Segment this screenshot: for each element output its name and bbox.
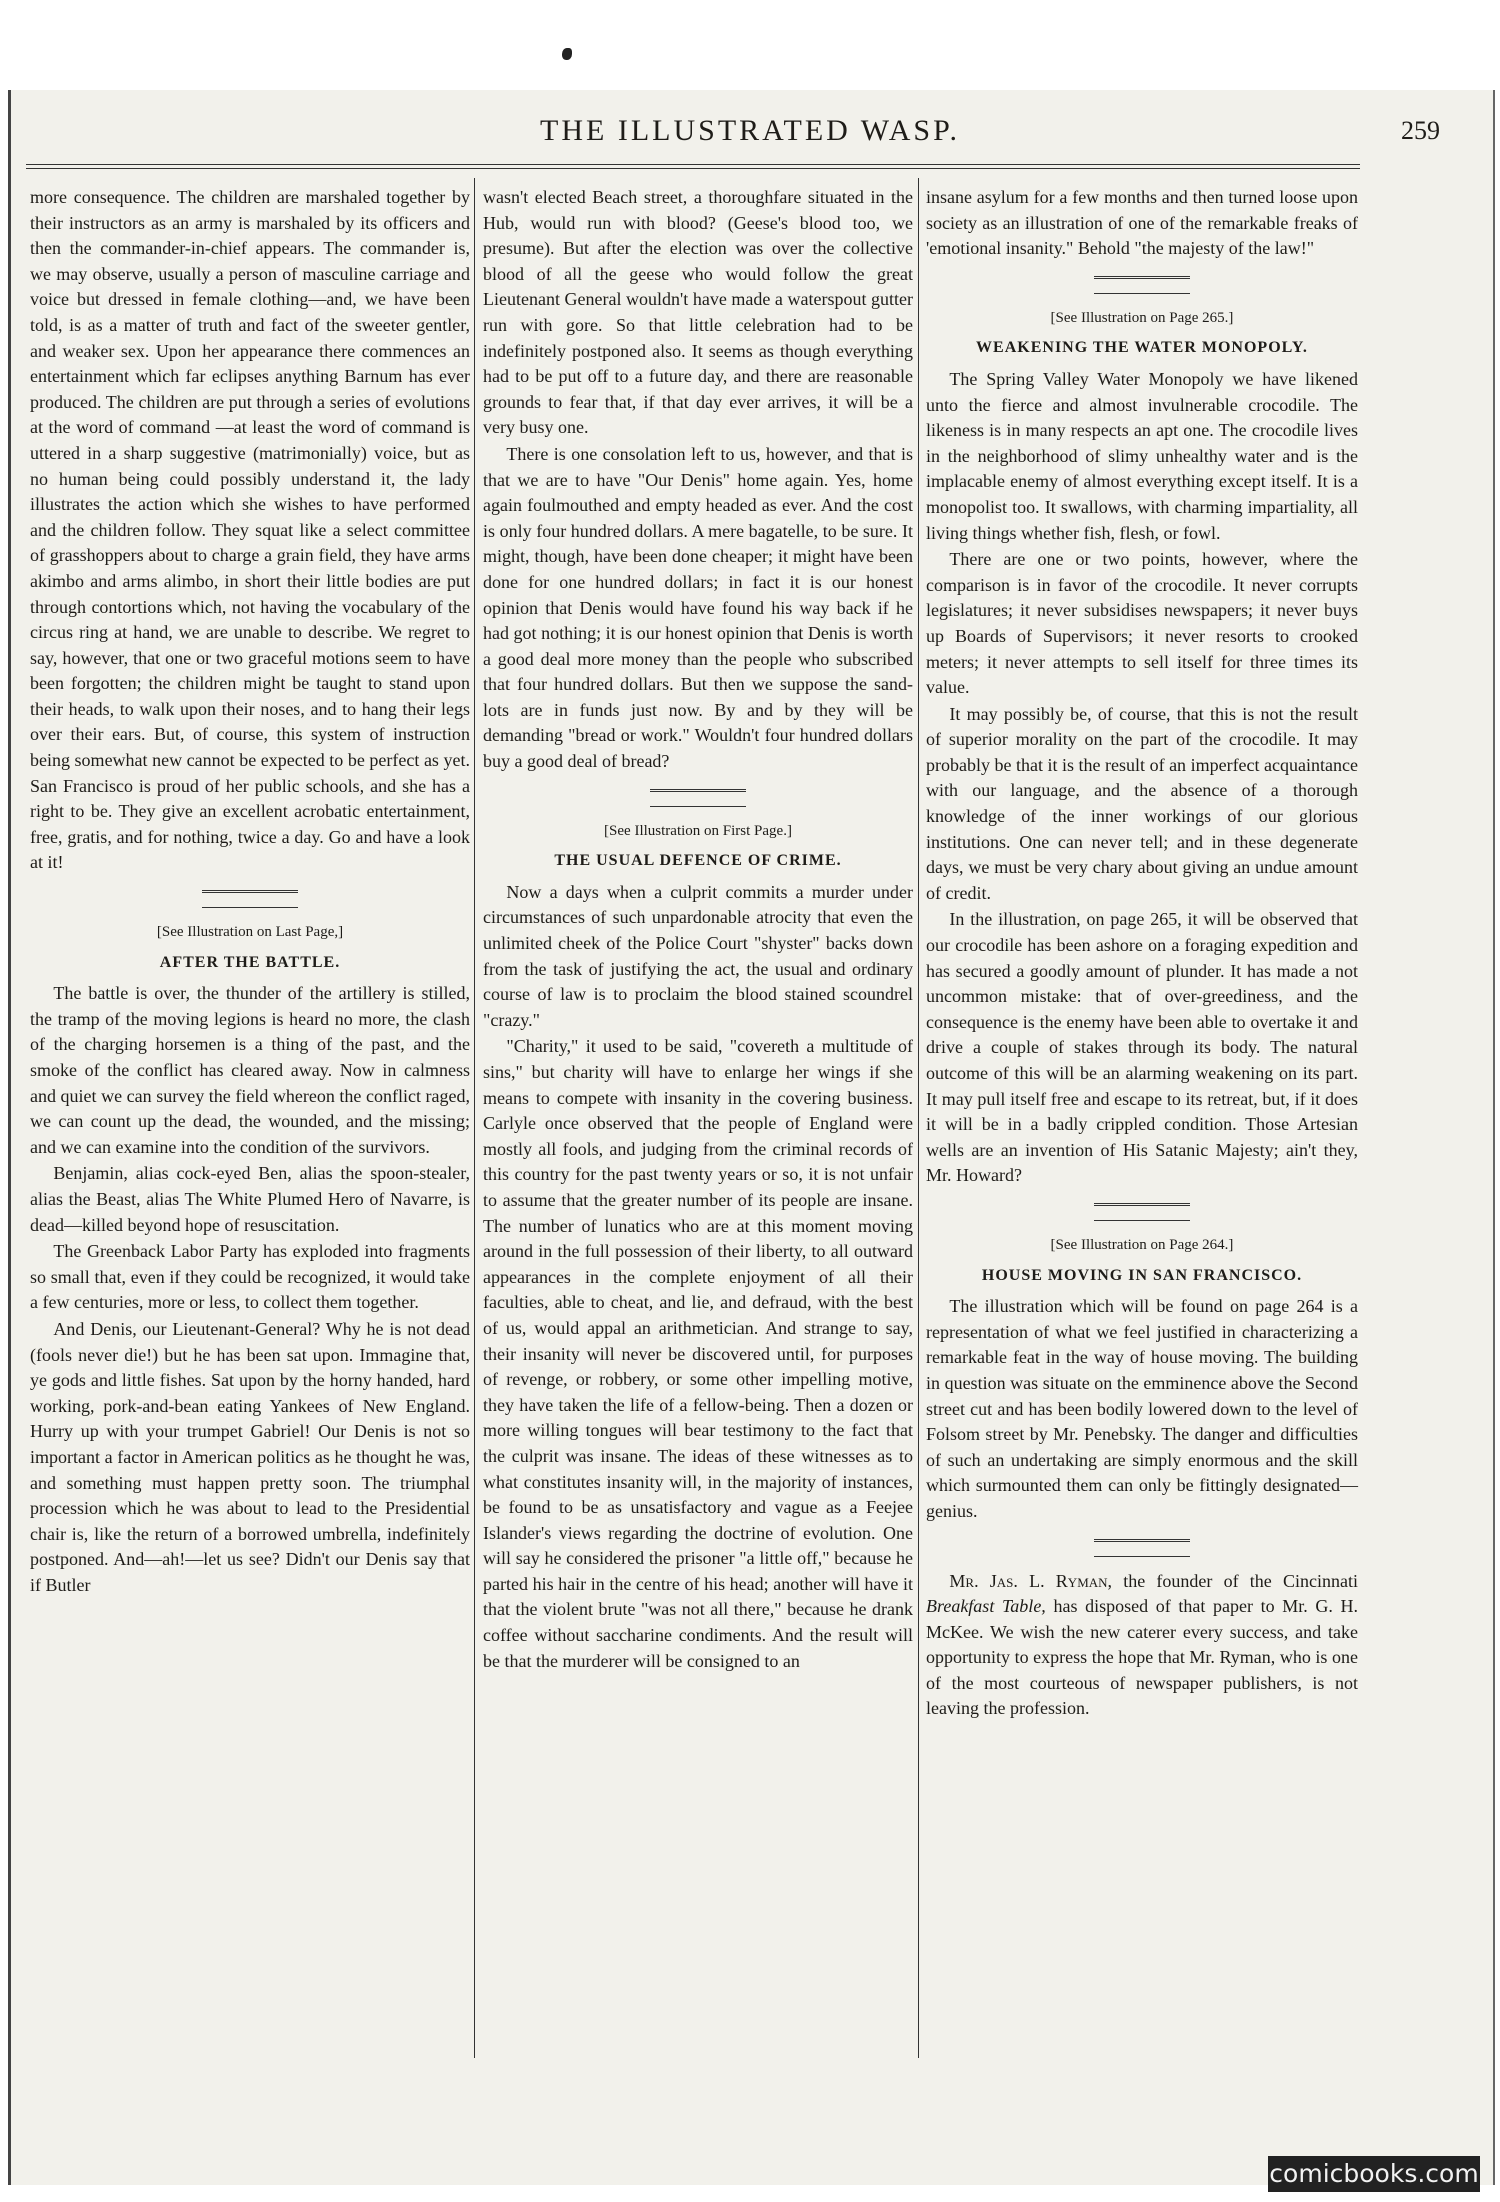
article-heading: HOUSE MOVING IN SAN FRANCISCO. [981,1266,1303,1284]
paragraph: insane asylum for a few months and then turned loose upon society as an illustration of one of the remarkable freaks of 'emotional insanity." Behold "the majesty of the law!" [926,187,1358,259]
section-separator [1094,1203,1190,1221]
article-heading: AFTER THE BATTLE. [159,953,341,971]
paragraph: The Greenback Labor Party has exploded into fragments so small that, even if they could be recognized, it would take a few centuries, more or less, to collect them together. [30,1241,470,1313]
paragraph: There is one consolation left to us, however, and that is that we are to have "Our Denis" home again. Yes, home again foulmouthed and empty headed as ever. And the cost is only four hundred dollars. A mere bagatelle, to be sure. It might, though, have been done cheaper; it might have been done for one hundred dollars; in fact it is our honest opinion that Denis would have found his way back if he had got nothing; it is our honest opinion that Denis is worth a good deal more money than the people who subscribed that four hundred dollars. But then we suppose the sand-lots are in funds just now. By and by they will be demanding "bread or work." Wouldn't four hundred dollars buy a good deal of bread? [483,443,913,772]
paragraph: The Spring Valley Water Monopoly we have likened unto the fierce and almost invulnerable crocodile. The likeness is in many respects an apt one. The crocodile lives in the neighborhood of slimy unhealthy water and is the implacable enemy of almost everything except itself. It is a monopolist too. It swallows, with charming impartiality, all living things whether fish, flesh, or fowl. [926,368,1358,543]
text-span: has disposed of that paper to Mr. G. H. McKee. We wish the new caterer every success, and take opportunity to express the hope that Mr. Ryman, who is one of the most courteous of newspaper publishers, is not leaving the profession. [926,1596,1358,1719]
column-2 [483,185,913,1675]
paragraph: Now a days when a culprit commits a murder under circumstances of such unpardonable atrocity that even the unlimited cheek of the Police Court "shyster" backs down from the task of justifying the act, the usual and ordinary course of law is to proclaim the blood stained scoundrel "crazy." [483,881,913,1030]
section-separator [1094,1539,1190,1557]
publication-name: Breakfast Table, [926,1596,1046,1617]
section-separator [1094,276,1190,294]
paragraph: Benjamin, alias cock-eyed Ben, alias the spoon-stealer, alias the Beast, alias The White Plumed Hero of Navarre, is dead—killed beyond hope of resuscitation. [30,1163,470,1235]
article-heading: WEAKENING THE WATER MONOPOLY. [976,339,1308,357]
illustration-note: [See Illustration on Page 264.] [1050,1236,1234,1253]
paragraph: more consequence. The children are marshaled together by their instructors as an army is marshaled by its officers and then the commander-in-chief appears. The commander is, we may observe, usually a person of masculine carriage and voice but dressed in female clothing—and, we have been told, is as a matter of truth and fact of the sweeter gentler, and weaker sex. Upon her appearance there commences an entertainment which far eclipses anything Barnum has ever produced. The children are put through a series of evolutions at the word of command —at least the word of command is uttered in a sharp suggestive (matrimonially) voice, but as no human being could possibly understand it, the lady illustrates the action which she wishes to have performed and the children follow. They squat like a select committee of grasshoppers about to charge a grain field, they have arms akimbo and arms alimbo, in short their little bodies are put through contortions which, not having the vocabulary of the circus ring at hand, we are unable to describe. We regret to say, however, that one or two graceful motions seem to have been forgotten; the children might be taught to stand upon their heads, to walk upon their noses, and to hang their legs over their ears. But, of course, this system of instruction being somewhat new cannot be expected to be perfect as yet. San Francisco is proud of her public schools, and she has a right to be. They give an excellent acrobatic entertainment, free, gratis, and for nothing, twice a day. Go and have a look at it! [30,187,470,873]
paragraph: The battle is over, the thunder of the artillery is stilled, the tramp of the moving legions is heard no more, the clash of the charging horsemen is a thing of the past, and the smoke of the conflict has cleared away. Now in calmness and quiet we can survey the field whereon the conflict raged, we can count up the dead, the wounded, and the missing; and we can examine into the condition of the survivors. [30,983,470,1157]
paragraph: wasn't elected Beach street, a thoroughfare situated in the Hub, would run with blood? (Geese's blood too, we presume). But after the election was over the collective blood of all the geese who would follow the great Lieutenant General wouldn't have made a waterspout gutter run with gore. So that little celebration had to be indefinitely postponed also. It seems as though everything had to be put off to a future day, and there are reasonable grounds to fear that, if that day ever arrives, it will be a very busy one. [483,187,913,438]
section-separator [202,890,298,908]
header-rule-2 [26,168,1360,169]
illustration-note: [See Illustration on Page 265.] [1050,309,1234,326]
running-header [0,112,1500,154]
paragraph: The illustration which will be found on page 264 is a representation of what we feel justified in characterizing a remarkable feat in the way of house moving. The building in question was situate on the emminence above the Second street cut and has been bodily lowered down to the level of Folsom street by Mr. Penebsky. The danger and difficulties of such an undertaking are simply enormous and the skill which surmounted them can only be fittingly designated—genius. [926,1296,1358,1521]
paragraph: In the illustration, on page 265, it will be observed that our crocodile has been ashore on a foraging expedition and has secured a goodly amount of plunder. It has made a not uncommon mistake: that of over-greediness, and the consequence is the enemy have been able to overtake it and drive a couple of stakes through its body. The natural outcome of this will be an alarming weakening on its part. It may pull itself free and escape to its retreat, but, if it does it will be in a badly crippled condition. Those Artesian wells are an invention of His Satanic Majesty; ain't they, Mr. Howard? [926,909,1358,1186]
column-divider-2 [918,178,919,2058]
paragraph [926,1569,1358,1723]
ink-blot [562,48,572,60]
column-3 [926,185,1358,1723]
article-heading: THE USUAL DEFENCE OF CRIME. [554,852,842,870]
paragraph: And Denis, our Lieutenant-General? Why he is not dead (fools never die!) but he has been sat upon. Immagine that, ye gods and little fishes. Sat upon by the horny handed, hard working, pork-and-bean eating Yankees of New England. Hurry up with your trumpet Gabriel! Our Denis is not so important a factor in American politics as he thought he was, and something must happen pretty soon. The triumphal procession which he was about to lead to the Presidential chair is, like the return of a borrowed umbrella, indefinitely postponed. And—ah!—let us see? Didn't our Denis say that if Butler [30,1318,470,1595]
person-name: Mr. Jas. L. Ryman, [949,1570,1113,1591]
page-number: 259 [1401,116,1440,145]
illustration-note: [See Illustration on Last Page,] [156,924,344,941]
newspaper-title: THE ILLUSTRATED WASP. [540,114,960,147]
header-rule [26,164,1360,165]
paragraph: There are one or two points, however, where the comparison is in favor of the crocodile. It never corrupts legislatures; it never subsidises newspapers; it never buys up Boards of Supervisors; it never resorts to crooked meters; it never attempts to sell itself for three times its value. [926,549,1358,698]
paragraph: It may possibly be, of course, that this is not the result of superior morality on the part of the crocodile. It may probably be that it is the result of an imperfect acquaintance with our language, and the absence of a thorough knowledge of the inner workings of our glorious institutions. One can never tell; and in these degenerate days, we must be very chary about giving an undue amount of credit. [926,703,1358,903]
paragraph: "Charity," it used to be said, "covereth a multitude of sins," but charity will have to enlarge her wings if she means to compete with insanity in the covering business. Carlyle once observed that the people of England were mostly all fools, and judging from the criminal records of this country for the past twenty years or so, it is not unfair to assume that the greater number of its people are insane. The number of lunatics who are at this moment moving around in the full possession of their liberty, to all outward appearances in the complete enjoyment of all their faculties, able to cheat, and lie, and defraud, with the best of us, would appal an arithmetician. And strange to say, their insanity will never be discovered until, for purposes of revenge, or robbery, or some other impelling motive, they have taken the life of a fellow-being. Then a dozen or more willing tongues will bear testimony to the fact that the culprit was insane. The ideas of these witnesses as to what constitutes insanity will, in the majority of instances, be found to be as unsatisfactory and vague as a Feejee Islander's views regarding the doctrine of evolution. One will say he considered the prisoner "a little off," because he parted his hair in the centre of his head; another will have it that the violent brute "was not all there," because he drank coffee without saccharine condiments. And the result will be that the murderer will be consigned to an [483,1036,913,1671]
section-separator [650,789,746,807]
column-divider-1 [474,178,475,2058]
text-span: the founder of the Cincinnati [1112,1570,1358,1591]
illustration-note: [See Illustration on First Page.] [604,822,792,839]
watermark-badge: comicbooks.com [1268,2156,1480,2192]
column-1 [30,185,470,1599]
